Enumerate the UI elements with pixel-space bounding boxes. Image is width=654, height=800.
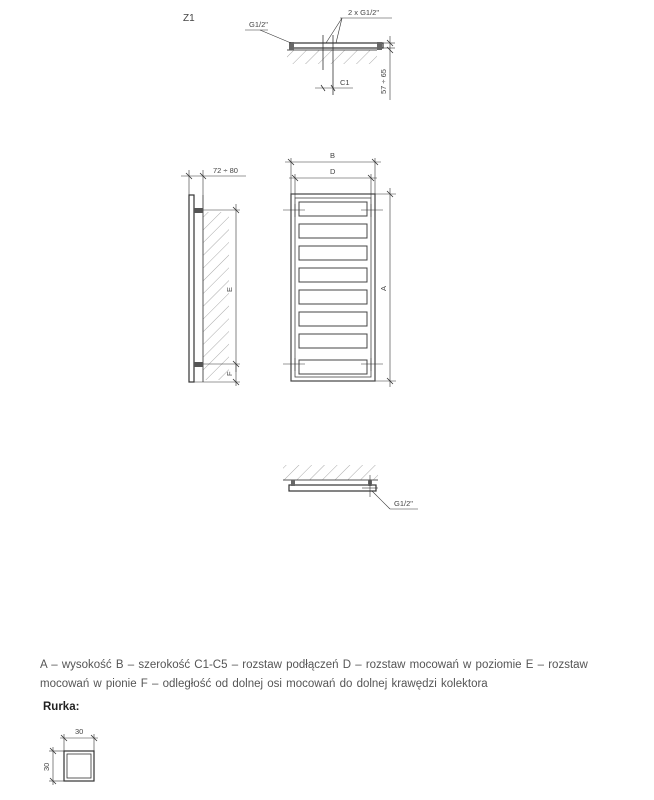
leader-g-left: [260, 30, 291, 43]
side-wall-hatch: [203, 212, 229, 380]
front-bar: [299, 268, 367, 282]
label-a: A: [379, 285, 388, 291]
front-frame-outer: [291, 194, 375, 381]
front-bar: [299, 290, 367, 304]
top-bracket-right: [377, 42, 382, 50]
label-offset: 57 ÷ 65: [379, 69, 388, 94]
bottom-wall-hatch: [283, 465, 378, 480]
front-view: [283, 151, 396, 387]
front-bar: [299, 246, 367, 260]
front-bars: [299, 202, 367, 374]
front-bar: [299, 202, 367, 216]
front-bar: [299, 360, 367, 374]
label-f: F: [225, 371, 234, 376]
pipe-section-title: Rurka:: [43, 701, 80, 713]
leader-bottom-g: [372, 491, 390, 509]
legend-text: A – wysokość B – szerokość C1-C5 – rozstaw podłączeń D – rozstaw mocowań w poziomie E – rozstaw mocowań w pionie F – odległość od dolnej osi mocowań do dolnej krawędzi kolektora: [40, 659, 588, 690]
side-bracket-bottom: [194, 362, 203, 367]
pipe-section: [42, 727, 98, 785]
pipe-inner: [67, 754, 91, 778]
front-bar: [299, 224, 367, 238]
view-label: Z1: [183, 13, 195, 24]
side-view: [181, 166, 246, 386]
side-radiator: [189, 195, 194, 382]
label-b: B: [330, 151, 336, 160]
pipe-outer: [64, 751, 94, 781]
front-bar: [299, 334, 367, 348]
side-bracket-top: [194, 208, 203, 213]
top-radiator-body: [293, 43, 383, 48]
label-bottom-g: G1/2": [394, 499, 413, 508]
label-g-left: G1/2": [249, 20, 268, 29]
pipe-label-h: 30: [42, 762, 51, 771]
bottom-view: [283, 465, 418, 509]
top-bracket-left: [289, 42, 294, 50]
leader-g-right: [326, 18, 342, 43]
front-frame-inner: [295, 198, 371, 377]
leader-g-right-2: [336, 18, 342, 43]
bottom-bracket-left: [291, 480, 295, 486]
top-wall-hatch: [287, 50, 377, 64]
front-bar: [299, 312, 367, 326]
label-e: E: [225, 286, 234, 292]
label-depth: 72 ÷ 80: [213, 166, 238, 175]
label-c1: C1: [340, 78, 350, 87]
pipe-label-w: 30: [75, 727, 84, 736]
label-g-right: 2 x G1/2": [348, 8, 380, 17]
label-d: D: [330, 167, 336, 176]
top-view: [245, 8, 395, 100]
legend: [40, 656, 640, 694]
